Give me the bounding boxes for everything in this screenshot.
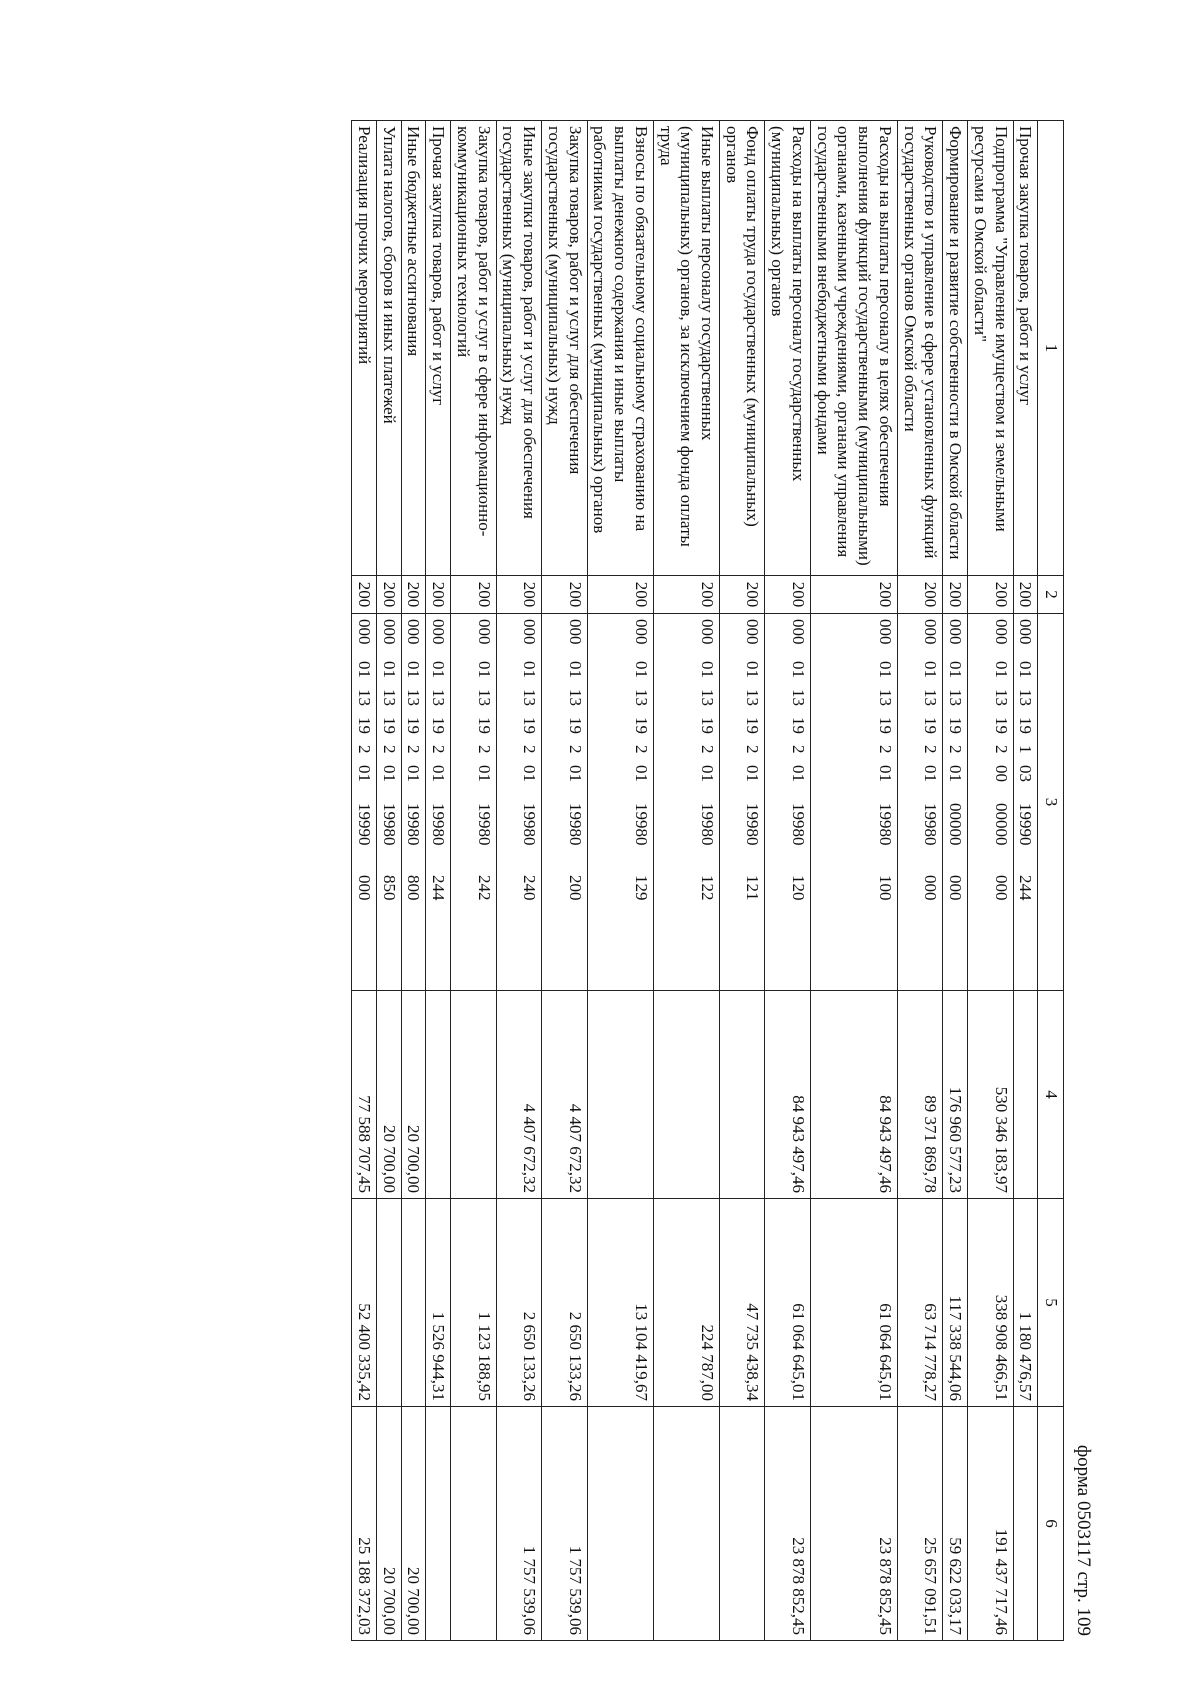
code-part: 13 <box>565 689 585 706</box>
form-label: форма 0503117 стр. 109 <box>1073 1444 1094 1636</box>
row-approved-amount: 530 346 183,97 <box>968 991 1013 1199</box>
row-approved-amount <box>719 991 764 1199</box>
code-part: 121 <box>743 875 763 901</box>
code-part: 01 <box>875 661 895 678</box>
row-executed-amount: 338 908 466,51 <box>968 1199 1013 1407</box>
code-part: 01 <box>875 765 895 782</box>
row-executed-amount: 61 064 645,01 <box>810 1199 897 1407</box>
code-part: 01 <box>697 661 717 678</box>
code-part: 19 <box>946 717 966 734</box>
column-header: 5 <box>1038 1199 1064 1407</box>
row-budget-code <box>765 614 810 991</box>
code-part: 01 <box>946 661 966 678</box>
row-budget-code <box>496 614 541 991</box>
row-line-code: 200 <box>1013 576 1038 614</box>
row-approved-amount: 4 407 672,32 <box>496 991 541 1199</box>
table-row <box>653 121 719 1641</box>
code-part: 00 <box>991 765 1011 782</box>
table-row <box>943 121 968 1641</box>
row-name: Расходы на выплаты персоналу в целях обеспечения выполнения функций государственными (муниципальными) органами, казенными учреждениями, органами управления государственными внебюджетными фондами <box>810 121 897 576</box>
row-line-code: 200 <box>810 576 897 614</box>
code-part: 2 <box>921 745 941 754</box>
row-executed-amount <box>401 1199 426 1407</box>
row-budget-code <box>451 614 496 991</box>
code-part: 19 <box>520 717 540 734</box>
row-executed-amount: 2 650 133,26 <box>496 1199 541 1407</box>
row-unexecuted-amount <box>587 1407 653 1641</box>
code-part: 01 <box>429 765 449 782</box>
table-row <box>1013 121 1038 1641</box>
code-part: 19 <box>1016 717 1036 734</box>
row-approved-amount <box>1013 991 1038 1199</box>
code-part: 01 <box>946 765 966 782</box>
row-name: Уплата налогов, сборов и иных платежей <box>376 121 401 576</box>
code-part: 01 <box>631 661 651 678</box>
row-approved-amount: 84 943 497,46 <box>765 991 810 1199</box>
code-part: 01 <box>354 661 374 678</box>
row-executed-amount: 2 650 133,26 <box>542 1199 587 1407</box>
code-part: 120 <box>788 875 808 901</box>
code-part: 000 <box>354 619 374 645</box>
code-part: 13 <box>788 689 808 706</box>
code-part: 19980 <box>875 803 895 846</box>
code-part: 2 <box>697 745 717 754</box>
row-line-code: 200 <box>587 576 653 614</box>
code-part: 01 <box>788 765 808 782</box>
code-part: 240 <box>520 875 540 901</box>
code-part: 244 <box>429 875 449 901</box>
code-part: 000 <box>946 619 966 645</box>
row-name: Реализация прочих мероприятий <box>352 121 377 576</box>
table-row <box>352 121 377 1641</box>
row-executed-amount: 117 338 544,06 <box>943 1199 968 1407</box>
row-name: Взносы по обязательному социальному страхованию на выплаты денежного содержания и иные выплаты работникам государственных (муниципальных) органов <box>587 121 653 576</box>
row-approved-amount: 176 960 577,23 <box>943 991 968 1199</box>
row-line-code: 200 <box>401 576 426 614</box>
row-line-code: 200 <box>897 576 942 614</box>
row-approved-amount <box>653 991 719 1199</box>
code-part: 13 <box>631 689 651 706</box>
code-part: 19980 <box>743 803 763 846</box>
code-part: 2 <box>565 745 585 754</box>
code-part: 19980 <box>379 803 399 846</box>
row-line-code: 200 <box>719 576 764 614</box>
code-part: 19 <box>429 717 449 734</box>
code-part: 01 <box>565 765 585 782</box>
code-part: 19 <box>788 717 808 734</box>
row-unexecuted-amount <box>451 1407 496 1641</box>
row-name: Формирование и развитие собственности в Омской области <box>943 121 968 576</box>
code-part: 13 <box>1016 689 1036 706</box>
code-part: 01 <box>520 765 540 782</box>
column-header: 2 <box>1038 576 1064 614</box>
table-row <box>810 121 897 1641</box>
code-part: 244 <box>1016 875 1036 901</box>
row-budget-code <box>587 614 653 991</box>
code-part: 01 <box>354 765 374 782</box>
code-part: 00000 <box>991 803 1011 846</box>
code-part: 13 <box>946 689 966 706</box>
row-approved-amount: 20 700,00 <box>401 991 426 1199</box>
code-part: 19980 <box>404 803 424 846</box>
code-part: 000 <box>788 619 808 645</box>
code-part: 19 <box>697 717 717 734</box>
code-part: 01 <box>788 661 808 678</box>
page-header <box>1064 120 1106 1640</box>
code-part: 2 <box>991 745 1011 754</box>
row-name: Прочая закупка товаров, работ и услуг <box>1013 121 1038 576</box>
row-executed-amount: 61 064 645,01 <box>765 1199 810 1407</box>
row-name: Подпрограмма "Управление имуществом и земельными ресурсами в Омской области" <box>968 121 1013 576</box>
code-part: 01 <box>474 661 494 678</box>
code-part: 19 <box>404 717 424 734</box>
row-unexecuted-amount: 23 878 852,45 <box>765 1407 810 1641</box>
row-executed-amount: 1 526 944,31 <box>426 1199 451 1407</box>
row-approved-amount: 84 943 497,46 <box>810 991 897 1199</box>
row-budget-code <box>376 614 401 991</box>
row-unexecuted-amount: 191 437 717,46 <box>968 1407 1013 1641</box>
row-line-code: 200 <box>653 576 719 614</box>
code-part: 19 <box>743 717 763 734</box>
report-table <box>351 120 1064 1641</box>
code-part: 2 <box>788 745 808 754</box>
code-part: 2 <box>875 745 895 754</box>
code-part: 13 <box>429 689 449 706</box>
code-part: 129 <box>631 875 651 901</box>
row-approved-amount: 4 407 672,32 <box>542 991 587 1199</box>
code-part: 13 <box>697 689 717 706</box>
row-approved-amount <box>451 991 496 1199</box>
row-name: Прочая закупка товаров, работ и услуг <box>426 121 451 576</box>
row-budget-code <box>426 614 451 991</box>
code-part: 19980 <box>474 803 494 846</box>
code-part: 13 <box>379 689 399 706</box>
code-part: 01 <box>379 661 399 678</box>
code-part: 13 <box>743 689 763 706</box>
row-approved-amount <box>587 991 653 1199</box>
code-part: 01 <box>565 661 585 678</box>
rotated-page <box>351 120 1106 1640</box>
code-part: 19980 <box>921 803 941 846</box>
code-part: 000 <box>379 619 399 645</box>
code-part: 01 <box>697 765 717 782</box>
code-part: 2 <box>429 745 449 754</box>
row-name: Фонд оплаты труда государственных (муниципальных) органов <box>719 121 764 576</box>
row-line-code: 200 <box>496 576 541 614</box>
row-budget-code <box>719 614 764 991</box>
row-budget-code <box>401 614 426 991</box>
code-part: 2 <box>354 745 374 754</box>
code-part: 19990 <box>1016 803 1036 846</box>
table-row <box>542 121 587 1641</box>
code-part: 1 <box>1016 745 1036 754</box>
table-row <box>765 121 810 1641</box>
column-header: 3 <box>1038 614 1064 991</box>
code-part: 01 <box>921 765 941 782</box>
row-budget-code <box>810 614 897 991</box>
code-part: 13 <box>921 689 941 706</box>
row-unexecuted-amount: 25 657 091,51 <box>897 1407 942 1641</box>
code-part: 2 <box>631 745 651 754</box>
code-part: 01 <box>921 661 941 678</box>
code-part: 000 <box>921 619 941 645</box>
code-part: 19 <box>875 717 895 734</box>
code-part: 000 <box>743 619 763 645</box>
column-header: 4 <box>1038 991 1064 1199</box>
table-row <box>451 121 496 1641</box>
code-part: 01 <box>474 765 494 782</box>
code-part: 000 <box>565 619 585 645</box>
row-executed-amount: 63 714 778,27 <box>897 1199 942 1407</box>
row-name: Закупка товаров, работ и услуг в сфере информационно-коммуникационных технологий <box>451 121 496 576</box>
code-part: 2 <box>474 745 494 754</box>
code-part: 13 <box>354 689 374 706</box>
code-part: 19980 <box>565 803 585 846</box>
row-executed-amount: 13 104 419,67 <box>587 1199 653 1407</box>
code-part: 19 <box>631 717 651 734</box>
code-part: 2 <box>743 745 763 754</box>
table-row <box>496 121 541 1641</box>
row-approved-amount: 77 588 707,45 <box>352 991 377 1199</box>
row-name: Расходы на выплаты персоналу государственных (муниципальных) органов <box>765 121 810 576</box>
code-part: 00000 <box>946 803 966 846</box>
row-executed-amount: 52 400 335,42 <box>352 1199 377 1407</box>
code-part: 01 <box>991 661 1011 678</box>
row-budget-code <box>542 614 587 991</box>
row-line-code: 200 <box>451 576 496 614</box>
row-unexecuted-amount: 20 700,00 <box>376 1407 401 1641</box>
row-line-code: 200 <box>542 576 587 614</box>
code-part: 19 <box>991 717 1011 734</box>
row-unexecuted-amount: 25 188 372,03 <box>352 1407 377 1641</box>
row-line-code: 200 <box>943 576 968 614</box>
code-part: 000 <box>991 875 1011 901</box>
code-part: 19 <box>354 717 374 734</box>
row-unexecuted-amount: 1 757 539,06 <box>496 1407 541 1641</box>
code-part: 242 <box>474 875 494 901</box>
code-part: 13 <box>875 689 895 706</box>
row-executed-amount: 224 787,00 <box>653 1199 719 1407</box>
code-part: 01 <box>743 765 763 782</box>
column-header: 6 <box>1038 1407 1064 1641</box>
code-part: 000 <box>404 619 424 645</box>
row-line-code: 200 <box>376 576 401 614</box>
code-part: 01 <box>404 765 424 782</box>
code-part: 000 <box>429 619 449 645</box>
row-line-code: 200 <box>968 576 1013 614</box>
row-executed-amount: 47 735 438,34 <box>719 1199 764 1407</box>
code-part: 000 <box>631 619 651 645</box>
code-part: 000 <box>991 619 1011 645</box>
table-row <box>587 121 653 1641</box>
row-name: Руководство и управление в сфере установленных функций государственных органов Омской области <box>897 121 942 576</box>
code-part: 19980 <box>520 803 540 846</box>
row-executed-amount: 1 123 188,95 <box>451 1199 496 1407</box>
code-part: 000 <box>946 875 966 901</box>
table-row <box>897 121 942 1641</box>
code-part: 19 <box>921 717 941 734</box>
code-part: 200 <box>565 875 585 901</box>
row-unexecuted-amount <box>1013 1407 1038 1641</box>
code-part: 000 <box>474 619 494 645</box>
code-part: 19980 <box>697 803 717 846</box>
row-unexecuted-amount: 59 622 033,17 <box>943 1407 968 1641</box>
code-part: 19980 <box>429 803 449 846</box>
row-executed-amount <box>376 1199 401 1407</box>
table-row <box>968 121 1013 1641</box>
code-part: 19 <box>474 717 494 734</box>
code-part: 19 <box>379 717 399 734</box>
code-part: 000 <box>875 619 895 645</box>
code-part: 13 <box>991 689 1011 706</box>
code-part: 19980 <box>631 803 651 846</box>
column-header: 1 <box>1038 121 1064 576</box>
column-number-row <box>1038 121 1064 1641</box>
code-part: 2 <box>404 745 424 754</box>
row-approved-amount: 20 700,00 <box>376 991 401 1199</box>
code-part: 122 <box>697 875 717 901</box>
table-row <box>376 121 401 1641</box>
row-unexecuted-amount: 23 878 852,45 <box>810 1407 897 1641</box>
row-unexecuted-amount: 20 700,00 <box>401 1407 426 1641</box>
row-budget-code <box>897 614 942 991</box>
row-name: Закупка товаров, работ и услуг для обеспечения государственных (муниципальных) нужд <box>542 121 587 576</box>
row-unexecuted-amount <box>719 1407 764 1641</box>
row-executed-amount: 1 180 476,57 <box>1013 1199 1038 1407</box>
code-part: 19990 <box>354 803 374 846</box>
code-part: 850 <box>379 875 399 901</box>
table-row <box>719 121 764 1641</box>
row-unexecuted-amount <box>426 1407 451 1641</box>
code-part: 01 <box>743 661 763 678</box>
code-part: 13 <box>404 689 424 706</box>
code-part: 100 <box>875 875 895 901</box>
row-budget-code <box>352 614 377 991</box>
code-part: 19980 <box>788 803 808 846</box>
code-part: 000 <box>921 875 941 901</box>
code-part: 13 <box>474 689 494 706</box>
code-part: 000 <box>520 619 540 645</box>
code-part: 13 <box>520 689 540 706</box>
table-row <box>401 121 426 1641</box>
row-budget-code <box>943 614 968 991</box>
table-row <box>426 121 451 1641</box>
code-part: 2 <box>379 745 399 754</box>
code-part: 000 <box>1016 619 1036 645</box>
row-line-code: 200 <box>352 576 377 614</box>
row-approved-amount <box>426 991 451 1199</box>
row-budget-code <box>653 614 719 991</box>
code-part: 2 <box>520 745 540 754</box>
row-name: Иные выплаты персоналу государственных (муниципальных) органов, за исключением фонда оплаты труда <box>653 121 719 576</box>
row-name: Иные закупки товаров, работ и услуг для обеспечения государственных (муниципальных) нужд <box>496 121 541 576</box>
code-part: 01 <box>404 661 424 678</box>
code-part: 01 <box>520 661 540 678</box>
row-approved-amount: 89 371 869,78 <box>897 991 942 1199</box>
row-unexecuted-amount <box>653 1407 719 1641</box>
code-part: 01 <box>631 765 651 782</box>
row-budget-code <box>968 614 1013 991</box>
code-part: 01 <box>379 765 399 782</box>
code-part: 000 <box>354 875 374 901</box>
code-part: 000 <box>697 619 717 645</box>
row-budget-code <box>1013 614 1038 991</box>
code-part: 03 <box>1016 765 1036 782</box>
code-part: 19 <box>565 717 585 734</box>
row-name: Иные бюджетные ассигнования <box>401 121 426 576</box>
row-line-code: 200 <box>765 576 810 614</box>
row-line-code: 200 <box>426 576 451 614</box>
code-part: 01 <box>1016 661 1036 678</box>
code-part: 800 <box>404 875 424 901</box>
row-unexecuted-amount: 1 757 539,06 <box>542 1407 587 1641</box>
code-part: 2 <box>946 745 966 754</box>
code-part: 01 <box>429 661 449 678</box>
